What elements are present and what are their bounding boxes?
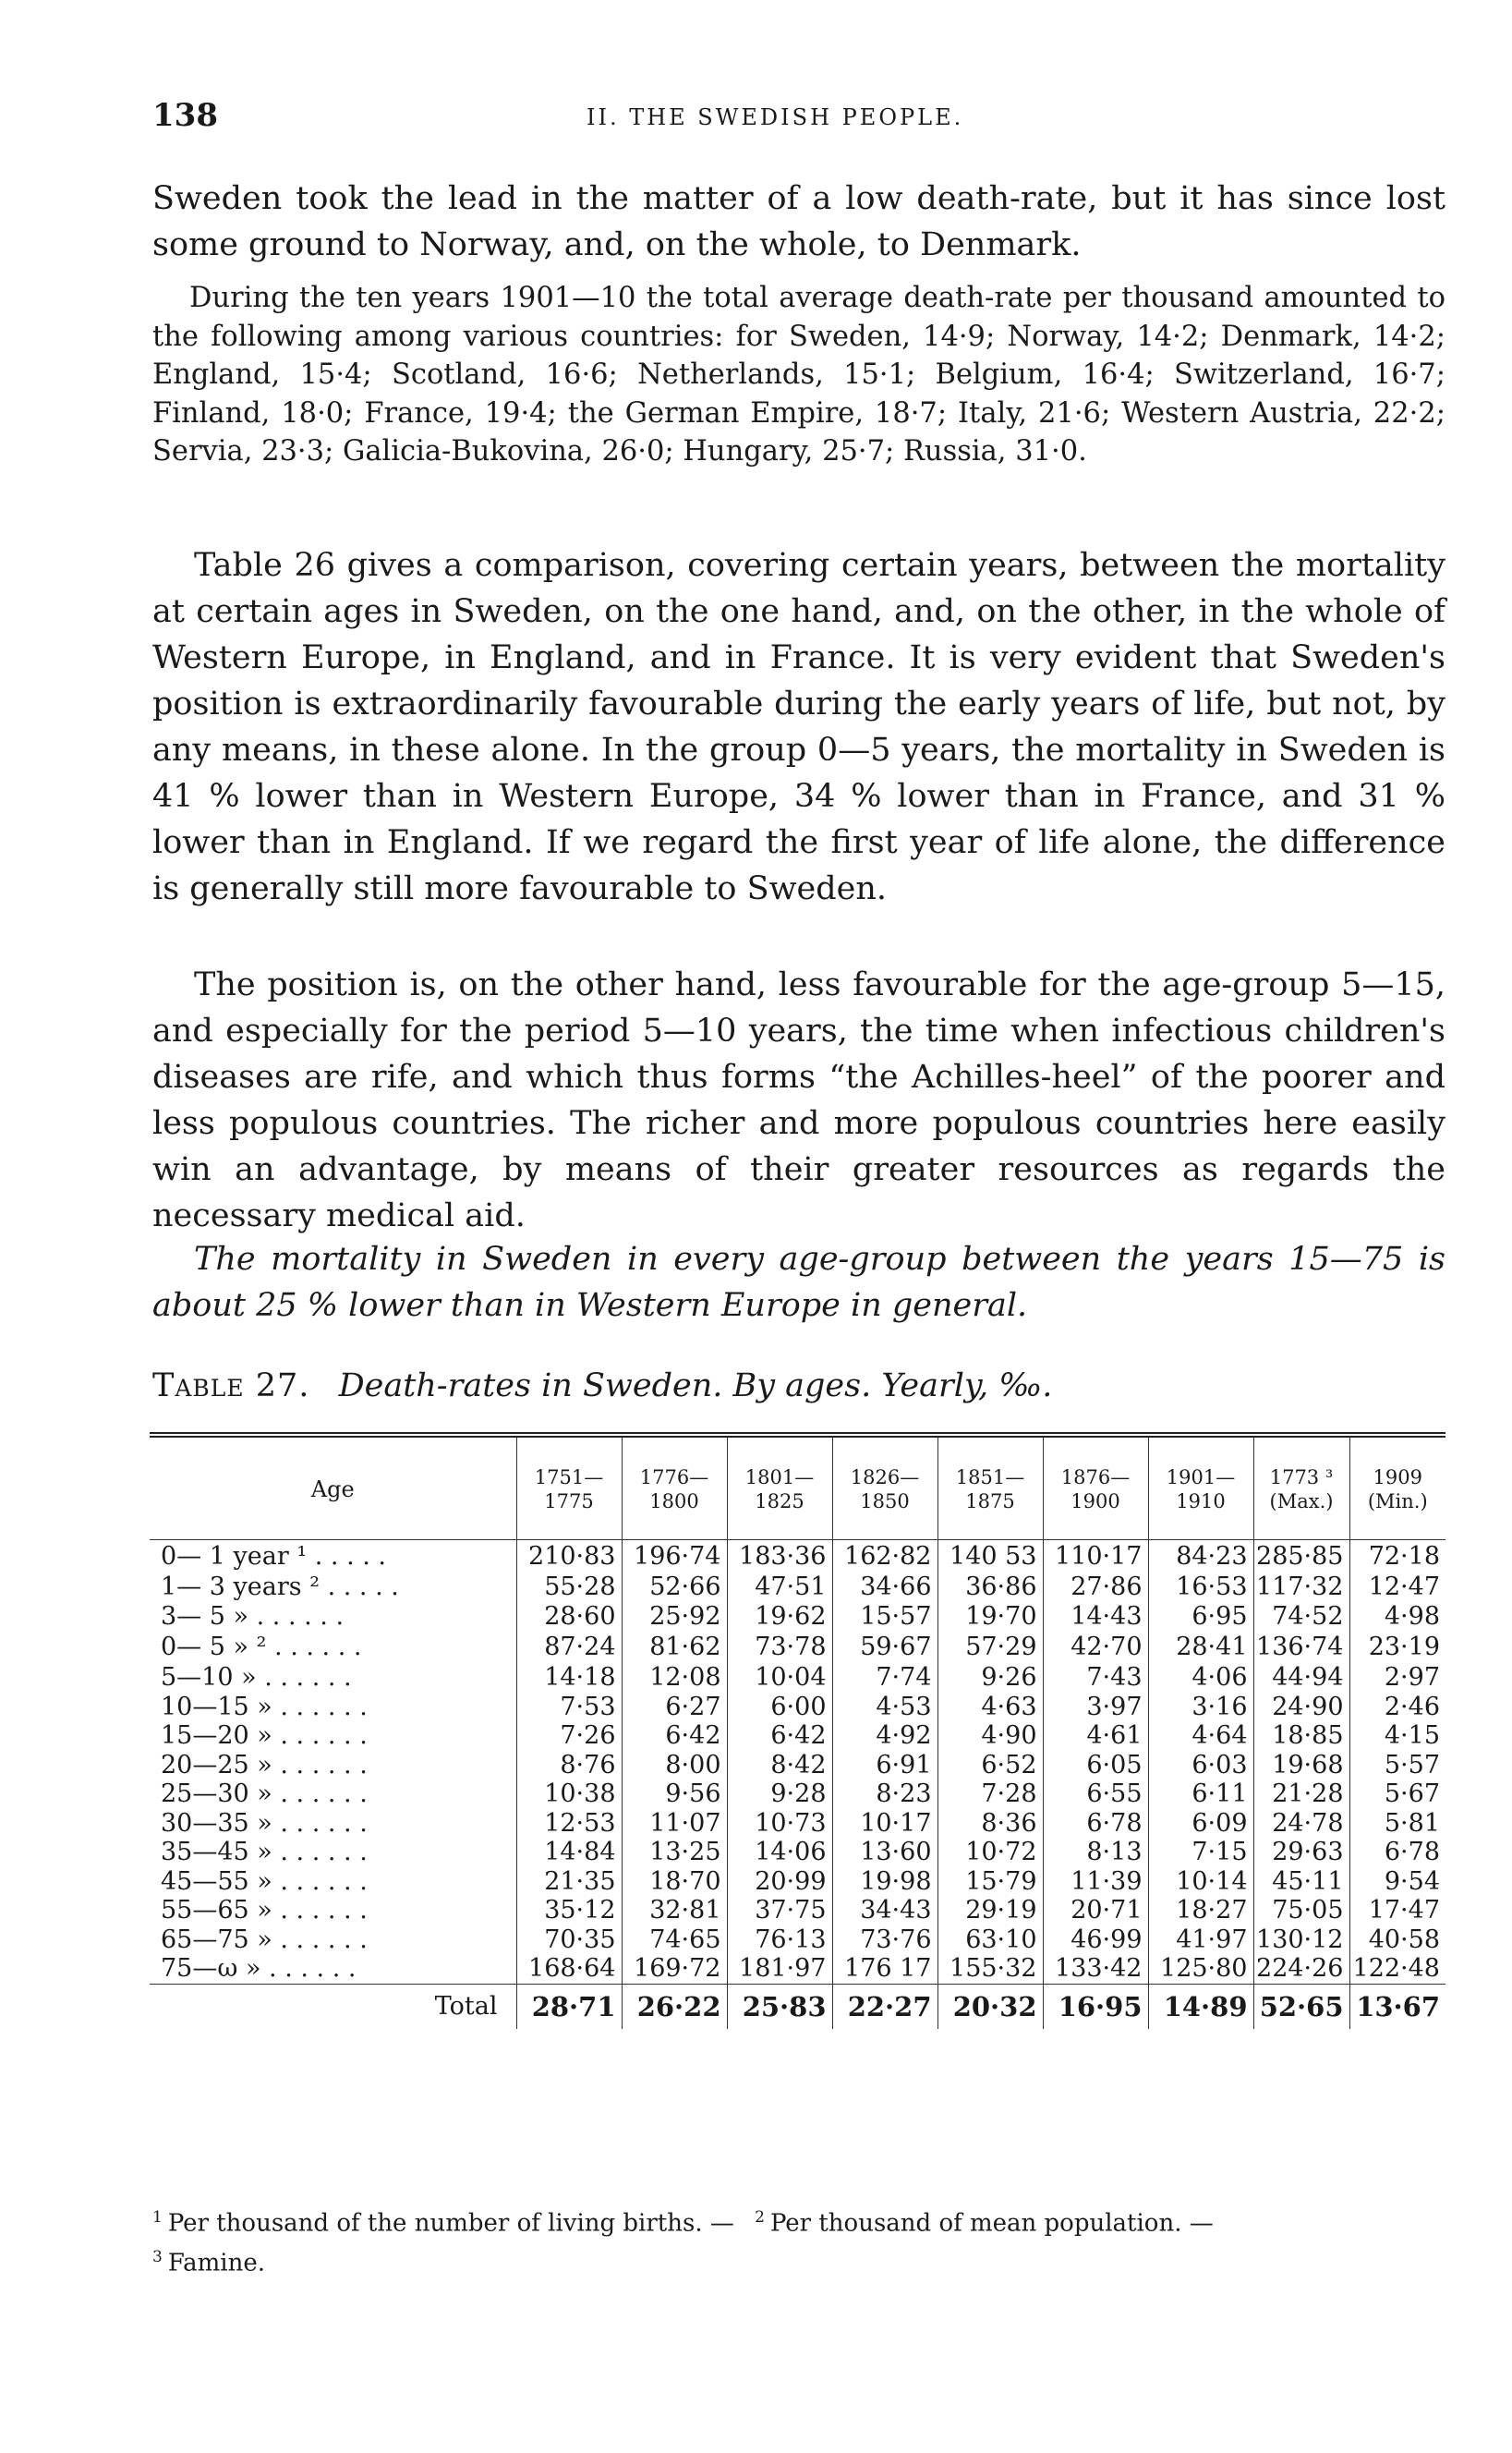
- table-cell: 122·48: [1349, 1954, 1445, 1984]
- table-row: [150, 1809, 1445, 1839]
- total-cell: 28·71: [516, 1984, 622, 2029]
- footnote-line-1: [152, 2201, 1445, 2240]
- table-cell: 4·92: [832, 1721, 937, 1751]
- table-cell: 23·19: [1349, 1631, 1445, 1663]
- table-cell: 42·70: [1043, 1631, 1148, 1663]
- table-cell: 14·06: [727, 1838, 832, 1867]
- table-row: [150, 1779, 1445, 1809]
- footnote-line-2: [152, 2240, 1445, 2280]
- table-cell: 196·74: [622, 1540, 727, 1573]
- table-cell: 224·26: [1253, 1954, 1349, 1984]
- table-cell: 29·63: [1253, 1838, 1349, 1867]
- table-cell: 73·76: [832, 1925, 937, 1955]
- table-cell: 19·70: [937, 1602, 1043, 1632]
- table-cell: 74·52: [1253, 1602, 1349, 1632]
- row-age-label: 15—20 » . . . . . .: [161, 1721, 368, 1750]
- table-cell: 7·53: [516, 1693, 622, 1722]
- table-cell: 9·28: [727, 1779, 832, 1809]
- table-cell: 4·53: [832, 1693, 937, 1722]
- table-cell: 210·83: [516, 1540, 622, 1573]
- table-row: [150, 1751, 1445, 1780]
- table-cell: 176 17: [832, 1954, 937, 1984]
- table-cell: 73·78: [727, 1631, 832, 1663]
- column-header-9: 1909 (Min.): [1349, 1435, 1445, 1540]
- table-cell: 35·12: [516, 1896, 622, 1925]
- table-cell: 10·73: [727, 1809, 832, 1839]
- table-cell: 44·94: [1253, 1663, 1349, 1693]
- table-cell: 7·74: [832, 1663, 937, 1693]
- table-cell: 20·99: [727, 1867, 832, 1897]
- table-cell: 15·79: [937, 1867, 1043, 1897]
- running-head: II. THE SWEDISH PEOPLE.: [587, 104, 964, 130]
- footnote-3: Famine.: [167, 2249, 265, 2277]
- table-cell: 16·53: [1148, 1573, 1253, 1602]
- row-age-label: 65—75 » . . . . . .: [161, 1925, 368, 1954]
- table-cell: 8·23: [832, 1779, 937, 1809]
- table-cell: 3·97: [1043, 1693, 1148, 1722]
- table-cell: 70·35: [516, 1925, 622, 1955]
- table-cell: 27·86: [1043, 1573, 1148, 1602]
- total-label: Total: [150, 1984, 516, 2029]
- table-cell: 8·36: [937, 1809, 1043, 1839]
- table-total-row: [150, 1984, 1445, 2029]
- table-cell: 81·62: [622, 1631, 727, 1663]
- table-cell: 46·99: [1043, 1925, 1148, 1955]
- total-cell: 16·95: [1043, 1984, 1148, 2029]
- row-age-label: 45—55 » . . . . . .: [161, 1866, 368, 1896]
- table-cell: 8·00: [622, 1751, 727, 1780]
- table-cell: 52·66: [622, 1573, 727, 1602]
- table-cell: 24·78: [1253, 1809, 1349, 1839]
- table-cell: 6·03: [1148, 1751, 1253, 1780]
- table-cell: 19·98: [832, 1867, 937, 1897]
- column-header-1: 1751— 1775: [516, 1435, 622, 1540]
- table-cell: 14·84: [516, 1838, 622, 1867]
- table-cell: 6·52: [937, 1751, 1043, 1780]
- footnote-2-mark: 2: [755, 2208, 765, 2227]
- total-cell: 26·22: [622, 1984, 727, 2029]
- row-age-label: 35—45 » . . . . . .: [161, 1838, 368, 1866]
- table-cell: 63·10: [937, 1925, 1043, 1955]
- table-cell: 5·81: [1349, 1809, 1445, 1839]
- table-cell: 9·56: [622, 1779, 727, 1809]
- table-cell: 4·61: [1043, 1721, 1148, 1751]
- column-header-6: 1876— 1900: [1043, 1435, 1148, 1540]
- row-age-label: 20—25 » . . . . . .: [161, 1750, 368, 1779]
- table-cell: 18·85: [1253, 1721, 1349, 1751]
- table-cell: 4·06: [1148, 1663, 1253, 1693]
- table-cell: 2·97: [1349, 1663, 1445, 1693]
- paragraph-2: [152, 279, 1445, 471]
- table-cell: 181·97: [727, 1954, 832, 1984]
- table-cell: 10·17: [832, 1809, 937, 1839]
- table-cell: 155·32: [937, 1954, 1043, 1984]
- table-cell: 12·53: [516, 1809, 622, 1839]
- row-age-label: 5—10 » . . . . . .: [161, 1663, 352, 1692]
- table-caption: [152, 1367, 1052, 1404]
- table-cell: 28·60: [516, 1602, 622, 1632]
- total-cell: 25·83: [727, 1984, 832, 2029]
- table-cell: 37·75: [727, 1896, 832, 1925]
- table-cell: 10·72: [937, 1838, 1043, 1867]
- table-row: [150, 1838, 1445, 1867]
- paragraph-5: [152, 1236, 1445, 1329]
- table-cell: 6·42: [727, 1721, 832, 1751]
- table-cell: 6·09: [1148, 1809, 1253, 1839]
- table-cell: 6·05: [1043, 1751, 1148, 1780]
- footnote-1: Per thousand of the number of living births. —: [167, 2209, 734, 2238]
- table-cell: 34·43: [832, 1896, 937, 1925]
- table-cell: 12·08: [622, 1663, 727, 1693]
- table-cell: 20·71: [1043, 1896, 1148, 1925]
- table-cell: 3·16: [1148, 1693, 1253, 1722]
- table-row: [150, 1954, 1445, 1984]
- paragraph-1-text: Sweden took the lead in the matter of a low death-rate, but it has since lost some ground to Norway, and, on the whole, to Denmark.: [152, 180, 1445, 263]
- table-cell: 34·66: [832, 1573, 937, 1602]
- footnote-3-mark: 3: [152, 2247, 163, 2266]
- total-cell: 13·67: [1349, 1984, 1445, 2029]
- column-header-4: 1826— 1850: [832, 1435, 937, 1540]
- row-age-label: 1— 3 years ² . . . . .: [161, 1573, 399, 1601]
- table-cell: 6·78: [1043, 1809, 1148, 1839]
- table-cell: 18·70: [622, 1867, 727, 1897]
- table-cell: 8·42: [727, 1751, 832, 1780]
- table-cell: 9·26: [937, 1663, 1043, 1693]
- table-cell: 74·65: [622, 1925, 727, 1955]
- table-cell: 6·95: [1148, 1602, 1253, 1632]
- table-row: [150, 1602, 1445, 1632]
- table-cell: 11·39: [1043, 1867, 1148, 1897]
- table-cell: 140 53: [937, 1540, 1043, 1573]
- table-cell: 15·57: [832, 1602, 937, 1632]
- table-cell: 285·85: [1253, 1540, 1349, 1573]
- row-age-label: 0— 5 » ² . . . . . .: [161, 1633, 362, 1661]
- table-cell: 32·81: [622, 1896, 727, 1925]
- table-cell: 12·47: [1349, 1573, 1445, 1602]
- table-row: [150, 1925, 1445, 1955]
- column-header-5: 1851— 1875: [937, 1435, 1043, 1540]
- table-cell: 183·36: [727, 1540, 832, 1573]
- row-age-label: 75—ω » . . . . . .: [161, 1954, 357, 1983]
- table-cell: 14·43: [1043, 1602, 1148, 1632]
- table-cell: 4·98: [1349, 1602, 1445, 1632]
- paragraph-3: [152, 542, 1445, 912]
- table-cell: 7·28: [937, 1779, 1043, 1809]
- table-cell: 6·78: [1349, 1838, 1445, 1867]
- column-header-age: Age: [310, 1476, 355, 1502]
- table-cell: 13·60: [832, 1838, 937, 1867]
- table-cell: 8·76: [516, 1751, 622, 1780]
- row-age-label: 0— 1 year ¹ . . . . .: [161, 1542, 386, 1571]
- table-body: [150, 1540, 1445, 2029]
- table-cell: 6·11: [1148, 1779, 1253, 1809]
- table-header-row: [150, 1435, 1445, 1540]
- table-cell: 87·24: [516, 1631, 622, 1663]
- table-cell: 6·27: [622, 1693, 727, 1722]
- table-cell: 130·12: [1253, 1925, 1349, 1955]
- table-cell: 13·25: [622, 1838, 727, 1867]
- column-header-8: 1773 ³ (Max.): [1253, 1435, 1349, 1540]
- table-row: [150, 1896, 1445, 1925]
- table-cell: 6·91: [832, 1751, 937, 1780]
- paragraph-4: [152, 962, 1445, 1239]
- table-cell: 7·15: [1148, 1838, 1253, 1867]
- paragraph-4-text: The position is, on the other hand, less favourable for the age-group 5—15, and especially for the period 5—10 years, the time when infectious children's diseases are rife, and which thus forms “the Achilles-heel” of the poorer and less populous countries. The richer and more populous countries here easily win an advantage, by means of their greater resources as regards the necessary medical aid.: [152, 966, 1445, 1234]
- table-cell: 10·14: [1148, 1867, 1253, 1897]
- footnote-2: Per thousand of mean population. —: [769, 2209, 1214, 2238]
- table-cell: 6·55: [1043, 1779, 1148, 1809]
- row-age-label: 30—35 » . . . . . .: [161, 1808, 368, 1838]
- table-cell: 4·64: [1148, 1721, 1253, 1751]
- total-cell: 22·27: [832, 1984, 937, 2029]
- table-cell: 29·19: [937, 1896, 1043, 1925]
- total-cell: 20·32: [937, 1984, 1043, 2029]
- table-row: [150, 1721, 1445, 1751]
- table-cell: 6·00: [727, 1693, 832, 1722]
- table-cell: 11·07: [622, 1809, 727, 1839]
- table-cell: 125·80: [1148, 1954, 1253, 1984]
- table-cell: 117·32: [1253, 1573, 1349, 1602]
- table-cell: 136·74: [1253, 1631, 1349, 1663]
- paragraph-5-text: The mortality in Sweden in every age-group between the years 15—75 is about 25 % lower than in Western Europe in general.: [152, 1241, 1445, 1324]
- table-cell: 5·57: [1349, 1751, 1445, 1780]
- table-row: [150, 1573, 1445, 1602]
- table-cell: 4·15: [1349, 1721, 1445, 1751]
- table-cell: 57·29: [937, 1631, 1043, 1663]
- table-cell: 76·13: [727, 1925, 832, 1955]
- table-cell: 162·82: [832, 1540, 937, 1573]
- column-header-7: 1901— 1910: [1148, 1435, 1253, 1540]
- table-cell: 75·05: [1253, 1896, 1349, 1925]
- table-row: [150, 1631, 1445, 1663]
- table-row: [150, 1540, 1445, 1573]
- table-cell: 21·35: [516, 1867, 622, 1897]
- table-row: [150, 1867, 1445, 1897]
- table-cell: 36·86: [937, 1573, 1043, 1602]
- table-cell: 45·11: [1253, 1867, 1349, 1897]
- table-cell: 17·47: [1349, 1896, 1445, 1925]
- table-cell: 41·97: [1148, 1925, 1253, 1955]
- row-age-label: 10—15 » . . . . . .: [161, 1692, 368, 1721]
- table-cell: 10·38: [516, 1779, 622, 1809]
- table-cell: 7·26: [516, 1721, 622, 1751]
- total-cell: 52·65: [1253, 1984, 1349, 2029]
- table-cell: 110·17: [1043, 1540, 1148, 1573]
- table-cell: 40·58: [1349, 1925, 1445, 1955]
- table-cell: 24·90: [1253, 1693, 1349, 1722]
- row-age-label: 25—30 » . . . . . .: [161, 1779, 368, 1808]
- table-cell: 28·41: [1148, 1631, 1253, 1663]
- table-cell: 9·54: [1349, 1867, 1445, 1897]
- table-cell: 4·90: [937, 1721, 1043, 1751]
- table-cell: 25·92: [622, 1602, 727, 1632]
- table-cell: 19·68: [1253, 1751, 1349, 1780]
- death-rates-table: [150, 1432, 1445, 2029]
- table-label: Table 27.: [152, 1367, 310, 1404]
- page-number: 138: [152, 97, 218, 134]
- table-cell: 19·62: [727, 1602, 832, 1632]
- paragraph-3-text: Table 26 gives a comparison, covering certain years, between the mortality at certain ages in Sweden, on the one hand, and, on the other, in the whole of Western Europe, in England, and in France. It is very evident that Sweden's position is extraordinarily favourable during the early years of life, but not, by any means, in these alone. In the group 0—5 years, the mortality in Sweden is 41 % lower than in Western Europe, 34 % lower than in France, and 31 % lower than in England. If we regard the first year of life alone, the difference is generally still more favourable to Sweden.: [152, 547, 1445, 907]
- footnotes: [152, 2201, 1445, 2279]
- paragraph-2-text: During the ten years 1901—10 the total average death-rate per thousand amounted to the following among various countries: for Sweden, 14·9; Norway, 14·2; Denmark, 14·2; England, 15·4; Scotland, 16·6; Netherlands, 15·1; Belgium, 16·4; Switzerland, 16·7; Finland, 18·0; France, 19·4; the German Empire, 18·7; Italy, 21·6; Western Austria, 22·2; Servia, 23·3; Galicia-Bukovina, 26·0; Hungary, 25·7; Russia, 31·0.: [152, 282, 1445, 468]
- table-cell: 47·51: [727, 1573, 832, 1602]
- table-cell: 84·23: [1148, 1540, 1253, 1573]
- footnote-1-mark: 1: [152, 2208, 163, 2227]
- table-cell: 4·63: [937, 1693, 1043, 1722]
- row-age-label: 3— 5 » . . . . . .: [161, 1601, 345, 1631]
- paragraph-1: [152, 176, 1445, 268]
- row-age-label: 55—65 » . . . . . .: [161, 1896, 368, 1925]
- table-cell: 8·13: [1043, 1838, 1148, 1867]
- table-cell: 72·18: [1349, 1540, 1445, 1573]
- total-cell: 14·89: [1148, 1984, 1253, 2029]
- table-cell: 59·67: [832, 1631, 937, 1663]
- table-row: [150, 1693, 1445, 1722]
- table-cell: 14·18: [516, 1663, 622, 1693]
- table-cell: 2·46: [1349, 1693, 1445, 1722]
- table-row: [150, 1663, 1445, 1693]
- table-cell: 168·64: [516, 1954, 622, 1984]
- table-cell: 18·27: [1148, 1896, 1253, 1925]
- table-cell: 55·28: [516, 1573, 622, 1602]
- table-cell: 133·42: [1043, 1954, 1148, 1984]
- table-cell: 21·28: [1253, 1779, 1349, 1809]
- page-header: [152, 97, 1445, 134]
- table-cell: 169·72: [622, 1954, 727, 1984]
- table-cell: 10·04: [727, 1663, 832, 1693]
- table-cell: 6·42: [622, 1721, 727, 1751]
- column-header-3: 1801— 1825: [727, 1435, 832, 1540]
- table-cell: 5·67: [1349, 1779, 1445, 1809]
- column-header-2: 1776— 1800: [622, 1435, 727, 1540]
- table-cell: 7·43: [1043, 1663, 1148, 1693]
- table-title: Death-rates in Sweden. By ages. Yearly, ‰.: [338, 1367, 1053, 1404]
